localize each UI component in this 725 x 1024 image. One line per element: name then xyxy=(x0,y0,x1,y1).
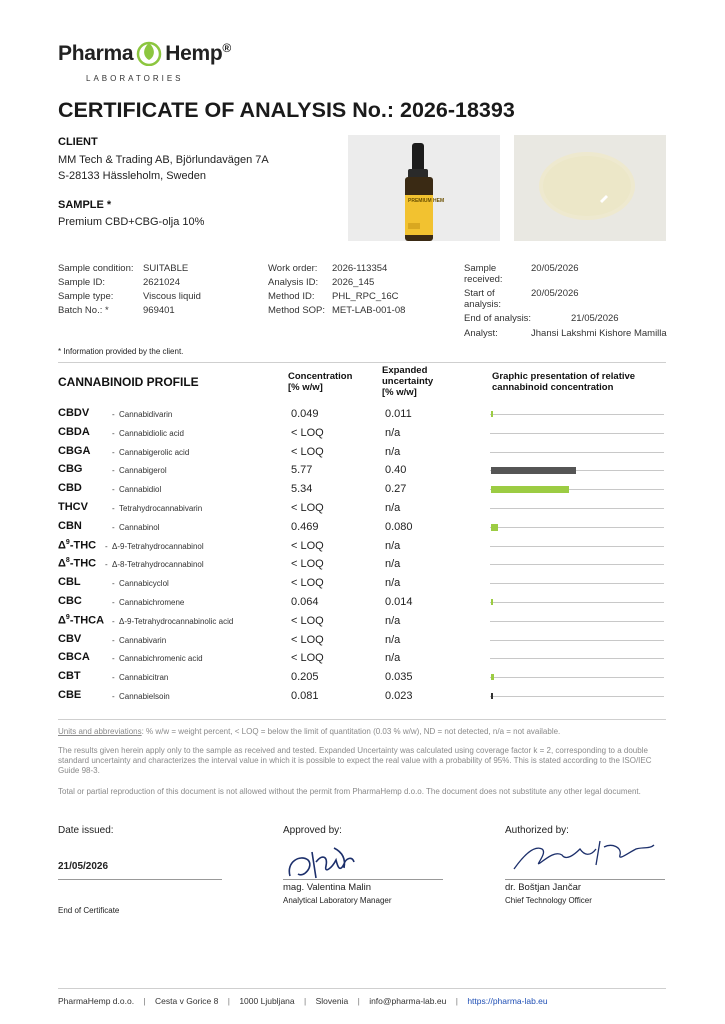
info-label: Work order: xyxy=(268,263,318,274)
info-value: Viscous liquid xyxy=(143,291,201,302)
footer-address: Cesta v Gorice 8 xyxy=(155,996,219,1006)
cannabinoid-name: Cannabigerol xyxy=(119,466,167,475)
cannabinoid-dash: - xyxy=(112,410,115,419)
date-issued-label: Date issued: xyxy=(58,825,114,836)
cannabinoid-dash: - xyxy=(112,598,115,607)
start-date: 20/05/2026 xyxy=(531,288,579,299)
cannabinoid-code-text: CBT xyxy=(58,670,81,682)
end-date: 21/05/2026 xyxy=(571,313,619,324)
cannabinoid-code xyxy=(58,539,96,552)
cannabinoid-dash: - xyxy=(105,542,108,551)
analyst-name: Jhansi Lakshmi Kishore Mamilla xyxy=(531,328,667,339)
sample-label: SAMPLE * xyxy=(58,199,112,211)
graph-track xyxy=(490,564,664,565)
concentration-value: 5.77 xyxy=(291,464,313,476)
graph-track xyxy=(490,602,664,603)
logo-text-right: Hemp xyxy=(165,42,223,65)
footer-separator: | xyxy=(304,996,307,1006)
graph-track xyxy=(490,677,664,678)
concentration-value: < LOQ xyxy=(291,558,324,570)
cannabinoid-dash: - xyxy=(112,448,115,457)
cannabinoid-code xyxy=(58,557,96,570)
uncertainty-value: 0.014 xyxy=(385,596,413,608)
delta-superscript: 9 xyxy=(65,539,70,546)
concentration-bar xyxy=(491,524,498,531)
leaf-logo-icon xyxy=(136,40,162,66)
delta-symbol: Δ xyxy=(58,557,66,570)
cannabinoid-code xyxy=(58,633,81,645)
approved-line xyxy=(283,879,443,880)
uncertainty-value: n/a xyxy=(385,427,401,439)
sample-drop-photo xyxy=(514,135,666,241)
uncertainty-header xyxy=(382,365,433,398)
cannabinoid-dash: - xyxy=(112,579,115,588)
info-value: 2026-113354 xyxy=(332,263,388,274)
info-label: Method SOP: xyxy=(268,305,326,316)
info-value: MET-LAB-001-08 xyxy=(332,305,406,316)
info-value: SUITABLE xyxy=(143,263,189,274)
footer-separator: | xyxy=(143,996,146,1006)
concentration-value: 0.205 xyxy=(291,671,319,683)
cannabinoid-name: Δ-9-Tetrahydrocannabinol xyxy=(112,542,204,551)
uncertainty-value: n/a xyxy=(385,652,401,664)
cannabinoid-code-text: CBG xyxy=(58,463,83,475)
cannabinoid-code xyxy=(58,670,81,682)
uncertainty-value: n/a xyxy=(385,615,401,627)
cannabinoid-code xyxy=(58,651,90,663)
graph-track xyxy=(490,583,664,584)
cannabinoid-code-text: -THCA xyxy=(69,614,105,627)
delta-symbol: Δ xyxy=(58,539,66,552)
cannabinoid-code-text: THCV xyxy=(58,501,88,513)
section-divider xyxy=(58,362,666,363)
cannabinoid-code xyxy=(58,614,104,627)
cannabinoid-name: Cannabidivarin xyxy=(119,410,173,419)
registered-mark: ® xyxy=(222,41,231,55)
concentration-value: < LOQ xyxy=(291,540,324,552)
concentration-value: < LOQ xyxy=(291,577,324,589)
concentration-value: 5.34 xyxy=(291,483,313,495)
info-value: 969401 xyxy=(143,305,175,316)
cannabinoid-dash: - xyxy=(112,523,115,532)
graph-track xyxy=(490,527,664,528)
table-divider xyxy=(58,719,666,720)
info-label: Sample type: xyxy=(58,291,114,302)
graph-header xyxy=(492,371,635,393)
units-note xyxy=(58,727,668,737)
cannabinoid-code-text: CBCA xyxy=(58,651,90,663)
product-bottle-photo xyxy=(348,135,500,241)
cannabinoid-name: Cannabicyclol xyxy=(119,579,169,588)
cannabinoid-code-text: -THC xyxy=(69,557,97,570)
concentration-value: 0.049 xyxy=(291,408,319,420)
concentration-header-line: Concentration xyxy=(288,371,353,382)
bottle-label-text: PREMIUM HEM xyxy=(408,198,445,204)
uncertainty-value: 0.27 xyxy=(385,483,407,495)
cannabinoid-code xyxy=(58,482,82,494)
info-value: 2621024 xyxy=(143,277,180,288)
uncertainty-value: 0.035 xyxy=(385,671,413,683)
cannabinoid-dash: - xyxy=(112,692,115,701)
concentration-bar xyxy=(491,674,494,680)
start-label: Start of xyxy=(464,288,495,299)
concentration-bar xyxy=(491,486,569,493)
uncertainty-header-line: Expanded xyxy=(382,365,428,376)
graph-track xyxy=(490,640,664,641)
graph-track xyxy=(490,452,664,453)
graph-track xyxy=(490,546,664,547)
cannabinoid-name: Cannabivarin xyxy=(119,636,167,645)
cannabinoid-code xyxy=(58,689,81,701)
cannabinoid-code-text: CBD xyxy=(58,482,82,494)
info-label: Sample ID: xyxy=(58,277,105,288)
results-note: The results given herein apply only to the sample as received and tested. Expanded Uncertainty was calculated using coverage factor k = 2, corresponding to a double standard uncertainty and characterizes the interval value in which it is possible to expect the real value with a probability of 95%. This is stated according to the ISO/IEC Guide 98-3. xyxy=(58,746,652,775)
info-value: 2026_145 xyxy=(332,277,375,288)
concentration-bar xyxy=(491,693,493,699)
uncertainty-header-line: uncertainty xyxy=(382,376,434,387)
client-info-note: * Information provided by the client. xyxy=(58,347,184,356)
cannabinoid-code xyxy=(58,445,90,457)
uncertainty-header-line: [% w/w] xyxy=(382,387,417,398)
graph-track xyxy=(490,508,664,509)
concentration-value: < LOQ xyxy=(291,446,324,458)
authorized-line xyxy=(505,879,665,880)
cannabinoid-name: Δ-9-Tetrahydrocannabinolic acid xyxy=(119,617,234,626)
cannabinoid-code-text: CBC xyxy=(58,595,82,607)
uncertainty-value: 0.011 xyxy=(385,408,412,420)
units-note-prefix: Units and abbreviations xyxy=(58,727,142,736)
uncertainty-value: n/a xyxy=(385,577,401,589)
cannabinoid-code xyxy=(58,595,82,607)
cannabinoid-dash: - xyxy=(112,654,115,663)
authorized-signature-icon xyxy=(504,835,659,877)
cannabinoid-code xyxy=(58,463,82,475)
client-line-2: S-28133 Hässleholm, Sweden xyxy=(58,170,206,182)
authorized-by-label: Authorized by: xyxy=(505,825,569,836)
reproduction-note: Total or partial reproduction of this document is not allowed without the permit from PharmaHemp d.o.o. The document does not substitute any other legal document. xyxy=(58,787,641,796)
cannabinoid-name: Cannabicitran xyxy=(119,673,169,682)
cannabinoid-code-text: CBE xyxy=(58,689,82,701)
cannabinoid-name: Cannabichromenic acid xyxy=(119,654,203,663)
cannabinoid-code-text: CBDA xyxy=(58,426,90,438)
cannabinoid-code-text: CBGA xyxy=(58,445,91,457)
concentration-bar xyxy=(491,599,493,605)
cannabinoid-code xyxy=(58,520,82,532)
start-label: analysis: xyxy=(464,299,501,310)
cannabinoid-name: Cannabinol xyxy=(119,523,160,532)
footer-company: PharmaHemp d.o.o. xyxy=(58,996,135,1006)
graph-track xyxy=(490,433,664,434)
cannabinoid-dash: - xyxy=(112,466,115,475)
cannabinoid-name: Cannabigerolic acid xyxy=(119,448,190,457)
footer-email-link[interactable]: info@pharma-lab.eu xyxy=(369,996,447,1006)
uncertainty-value: n/a xyxy=(385,502,401,514)
concentration-value: < LOQ xyxy=(291,427,324,439)
approved-name: mag. Valentina Malin xyxy=(283,882,372,893)
approved-role: Analytical Laboratory Manager xyxy=(283,896,392,905)
units-note-text: : % w/w = weight percent, < LOQ = below the limit of quantitation (0.03 % w/w), ND = not detected, n/a = not available. xyxy=(141,727,561,736)
authorized-role: Chief Technology Officer xyxy=(505,896,592,905)
delta-superscript: 9 xyxy=(65,614,70,621)
footer-divider xyxy=(58,988,666,989)
concentration-value: 0.469 xyxy=(291,521,319,533)
cannabinoid-name: Cannabielsoin xyxy=(119,692,170,701)
cannabinoid-dash: - xyxy=(112,504,115,513)
received-label: Sample xyxy=(464,263,497,274)
info-value: PHL_RPC_16C xyxy=(332,291,399,302)
graph-track xyxy=(490,621,664,622)
info-label: Batch No.: * xyxy=(58,305,109,316)
cannabinoid-code xyxy=(58,576,81,588)
concentration-value: < LOQ xyxy=(291,634,324,646)
received-label: received: xyxy=(464,274,503,285)
uncertainty-value: n/a xyxy=(385,446,401,458)
info-label: Sample condition: xyxy=(58,263,134,274)
analyst-label: Analyst: xyxy=(464,328,498,339)
delta-symbol: Δ xyxy=(58,614,66,627)
footer-country: Slovenia xyxy=(315,996,349,1006)
uncertainty-value: n/a xyxy=(385,634,401,646)
cannabinoid-code-text: CBN xyxy=(58,520,82,532)
graph-track xyxy=(490,414,664,415)
delta-superscript: 8 xyxy=(65,557,70,564)
footer-separator: | xyxy=(455,996,458,1006)
logo-subtitle: LABORATORIES xyxy=(86,74,184,83)
cannabinoid-name: Cannabidiolic acid xyxy=(119,429,184,438)
concentration-value: < LOQ xyxy=(291,652,324,664)
cannabinoid-dash: - xyxy=(105,560,108,569)
company-logo xyxy=(58,40,231,66)
cannabinoid-code-text: CBV xyxy=(58,633,82,645)
cannabinoid-code-text: CBL xyxy=(58,576,81,588)
cannabinoid-dash: - xyxy=(112,673,115,682)
cannabinoid-name: Tetrahydrocannabivarin xyxy=(119,504,203,513)
cannabinoid-code xyxy=(58,407,89,419)
graph-header-line: cannabinoid concentration xyxy=(492,382,614,393)
sample-name: Premium CBD+CBG-olja 10% xyxy=(58,216,205,228)
concentration-header-line: [% w/w] xyxy=(288,382,323,393)
cannabinoid-code xyxy=(58,501,88,513)
authorized-name: dr. Boštjan Jančar xyxy=(505,882,582,893)
end-label: End of analysis: xyxy=(464,313,532,324)
uncertainty-value: 0.40 xyxy=(385,464,407,476)
graph-header-line: Graphic presentation of relative xyxy=(492,371,636,382)
concentration-bar xyxy=(491,411,493,417)
footer-separator: | xyxy=(227,996,230,1006)
date-line xyxy=(58,879,222,880)
uncertainty-value: 0.023 xyxy=(385,690,413,702)
info-label: Method ID: xyxy=(268,291,315,302)
cannabinoid-dash: - xyxy=(112,636,115,645)
client-label: CLIENT xyxy=(58,136,98,148)
end-of-certificate: End of Certificate xyxy=(58,906,120,915)
concentration-value: < LOQ xyxy=(291,615,324,627)
concentration-header xyxy=(288,371,352,393)
cannabinoid-code-text: -THC xyxy=(69,539,97,552)
footer xyxy=(58,996,548,1006)
concentration-value: 0.064 xyxy=(291,596,319,608)
approved-by-label: Approved by: xyxy=(283,825,342,836)
client-line-1: MM Tech & Trading AB, Björlundavägen 7A xyxy=(58,154,269,166)
uncertainty-value: 0.080 xyxy=(385,521,413,533)
uncertainty-value: n/a xyxy=(385,558,401,570)
footer-separator: | xyxy=(357,996,360,1006)
cannabinoid-name: Cannabichromene xyxy=(119,598,185,607)
cannabinoid-code-text: CBDV xyxy=(58,407,90,419)
logo-text-left: Pharma xyxy=(58,42,134,65)
graph-track xyxy=(490,658,664,659)
cannabinoid-name: Δ-8-Tetrahydrocannabinol xyxy=(112,560,204,569)
footer-website-link[interactable]: https://pharma-lab.eu xyxy=(467,996,548,1006)
uncertainty-value: n/a xyxy=(385,540,401,552)
date-issued-value: 21/05/2026 xyxy=(58,861,109,872)
cannabinoid-name: Cannabidiol xyxy=(119,485,162,494)
info-label: Analysis ID: xyxy=(268,277,319,288)
received-date: 20/05/2026 xyxy=(531,263,579,274)
concentration-value: 0.081 xyxy=(291,690,319,702)
cannabinoid-dash: - xyxy=(112,617,115,626)
cannabinoid-code xyxy=(58,426,90,438)
cannabinoid-dash: - xyxy=(112,485,115,494)
footer-city: 1000 Ljubljana xyxy=(239,996,295,1006)
profile-heading: CANNABINOID PROFILE xyxy=(58,375,199,389)
page-title: CERTIFICATE OF ANALYSIS No.: 2026-18393 xyxy=(58,98,515,122)
graph-track xyxy=(490,696,664,697)
concentration-value: < LOQ xyxy=(291,502,324,514)
concentration-bar xyxy=(491,467,576,474)
cannabinoid-dash: - xyxy=(112,429,115,438)
